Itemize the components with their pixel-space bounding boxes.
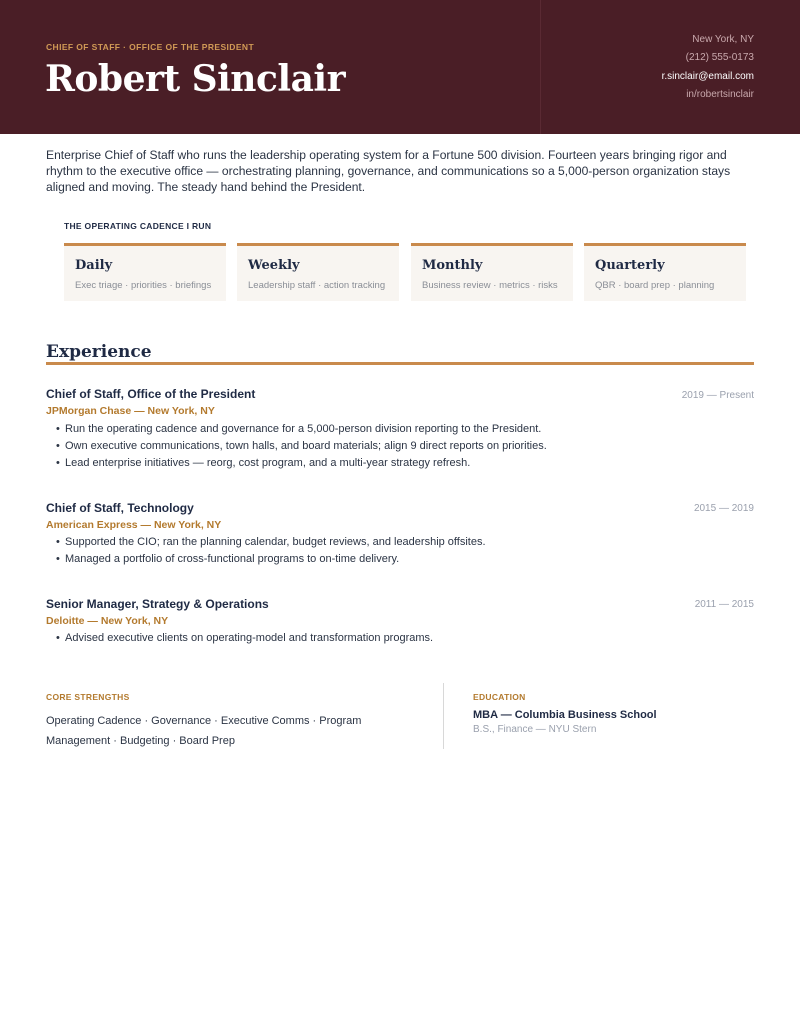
cadence-card-monthly [411, 243, 573, 301]
bullet-dot-icon: • [56, 632, 60, 644]
candidate-name: Robert Sinclair [45, 58, 346, 100]
cadence-card-title: Weekly [248, 258, 300, 273]
column-divider [443, 683, 444, 749]
experience-heading: Experience [46, 342, 152, 362]
job-bullet: • Supported the CIO; ran the planning calendar, budget reviews, and leadership offsites. [56, 536, 486, 548]
role-kicker: CHIEF OF STAFF · OFFICE OF THE PRESIDENT [46, 42, 255, 52]
job-dates: 2015 — 2019 [693, 503, 754, 514]
experience-rule [46, 362, 754, 365]
job-bullet: • Own executive communications, town halls, and board materials; align 9 direct reports on priorities. [56, 440, 547, 452]
job-bullet: • Advised executive clients on operating-model and transformation programs. [56, 632, 434, 644]
cadence-card-quarterly [584, 243, 746, 301]
job-title: Senior Manager, Strategy & Operations [46, 597, 269, 611]
cadence-card-title: Quarterly [595, 258, 665, 273]
bullet-dot-icon: • [56, 553, 60, 565]
cadence-heading: THE OPERATING CADENCE I RUN [64, 221, 212, 231]
bullet-dot-icon: • [56, 457, 60, 469]
cadence-card-weekly [237, 243, 399, 301]
education-heading: EDUCATION [473, 692, 526, 702]
cadence-card-desc: QBR · board prep · planning [595, 280, 715, 291]
cadence-card-desc: Business review · metrics · risks [422, 280, 558, 291]
job-dates: 2011 — 2015 [694, 599, 754, 610]
summary-paragraph: Enterprise Chief of Staff who runs the leadership operating system for a Fortune 500 division. Fourteen years bringing rigor and rhythm to the executive office — orchestrating planning, governance, and communications so a 5,000-person organization stays aligned and moving. The steady hand behind the President. [46, 148, 731, 194]
contact-location: New York, NY [692, 34, 754, 45]
cadence-card-title: Daily [75, 258, 113, 273]
cadence-card-title: Monthly [422, 258, 483, 273]
education-degree: MBA — Columbia Business School [473, 709, 657, 721]
contact-email[interactable]: r.sinclair@email.com [661, 71, 754, 82]
job-title: Chief of Staff, Technology [46, 501, 194, 515]
job-bullet: • Lead enterprise initiatives — reorg, cost program, and a multi-year strategy refresh. [56, 457, 471, 469]
bullet-dot-icon: • [56, 440, 60, 452]
header-banner [0, 0, 800, 134]
job-bullet: • Managed a portfolio of cross-functional programs to on-time delivery. [56, 553, 400, 565]
contact-phone: (212) 555-0173 [685, 52, 754, 63]
cadence-card-desc: Leadership staff · action tracking [248, 280, 386, 291]
job-dates: 2019 — Present [681, 390, 754, 401]
job-company: American Express — New York, NY [46, 519, 222, 531]
job-company: Deloitte — New York, NY [46, 615, 169, 627]
job-bullet: • Run the operating cadence and governance for a 5,000-person division reporting to the President. [56, 423, 542, 435]
job-title: Chief of Staff, Office of the President [46, 387, 256, 401]
bullet-dot-icon: • [56, 536, 60, 548]
education-secondary: B.S., Finance — NYU Stern [473, 724, 597, 735]
cadence-card-desc: Exec triage · priorities · briefings [75, 280, 212, 291]
contact-linkedin[interactable]: in/robertsinclair [686, 89, 754, 100]
strengths-heading: CORE STRENGTHS [46, 692, 130, 702]
cadence-card-daily [64, 243, 226, 301]
strengths-list: Operating Cadence · Governance · Executive Comms · Program Management · Budgeting · Board Prep [46, 715, 362, 747]
bullet-dot-icon: • [56, 423, 60, 435]
job-company: JPMorgan Chase — New York, NY [46, 405, 215, 417]
header-divider [540, 0, 541, 134]
